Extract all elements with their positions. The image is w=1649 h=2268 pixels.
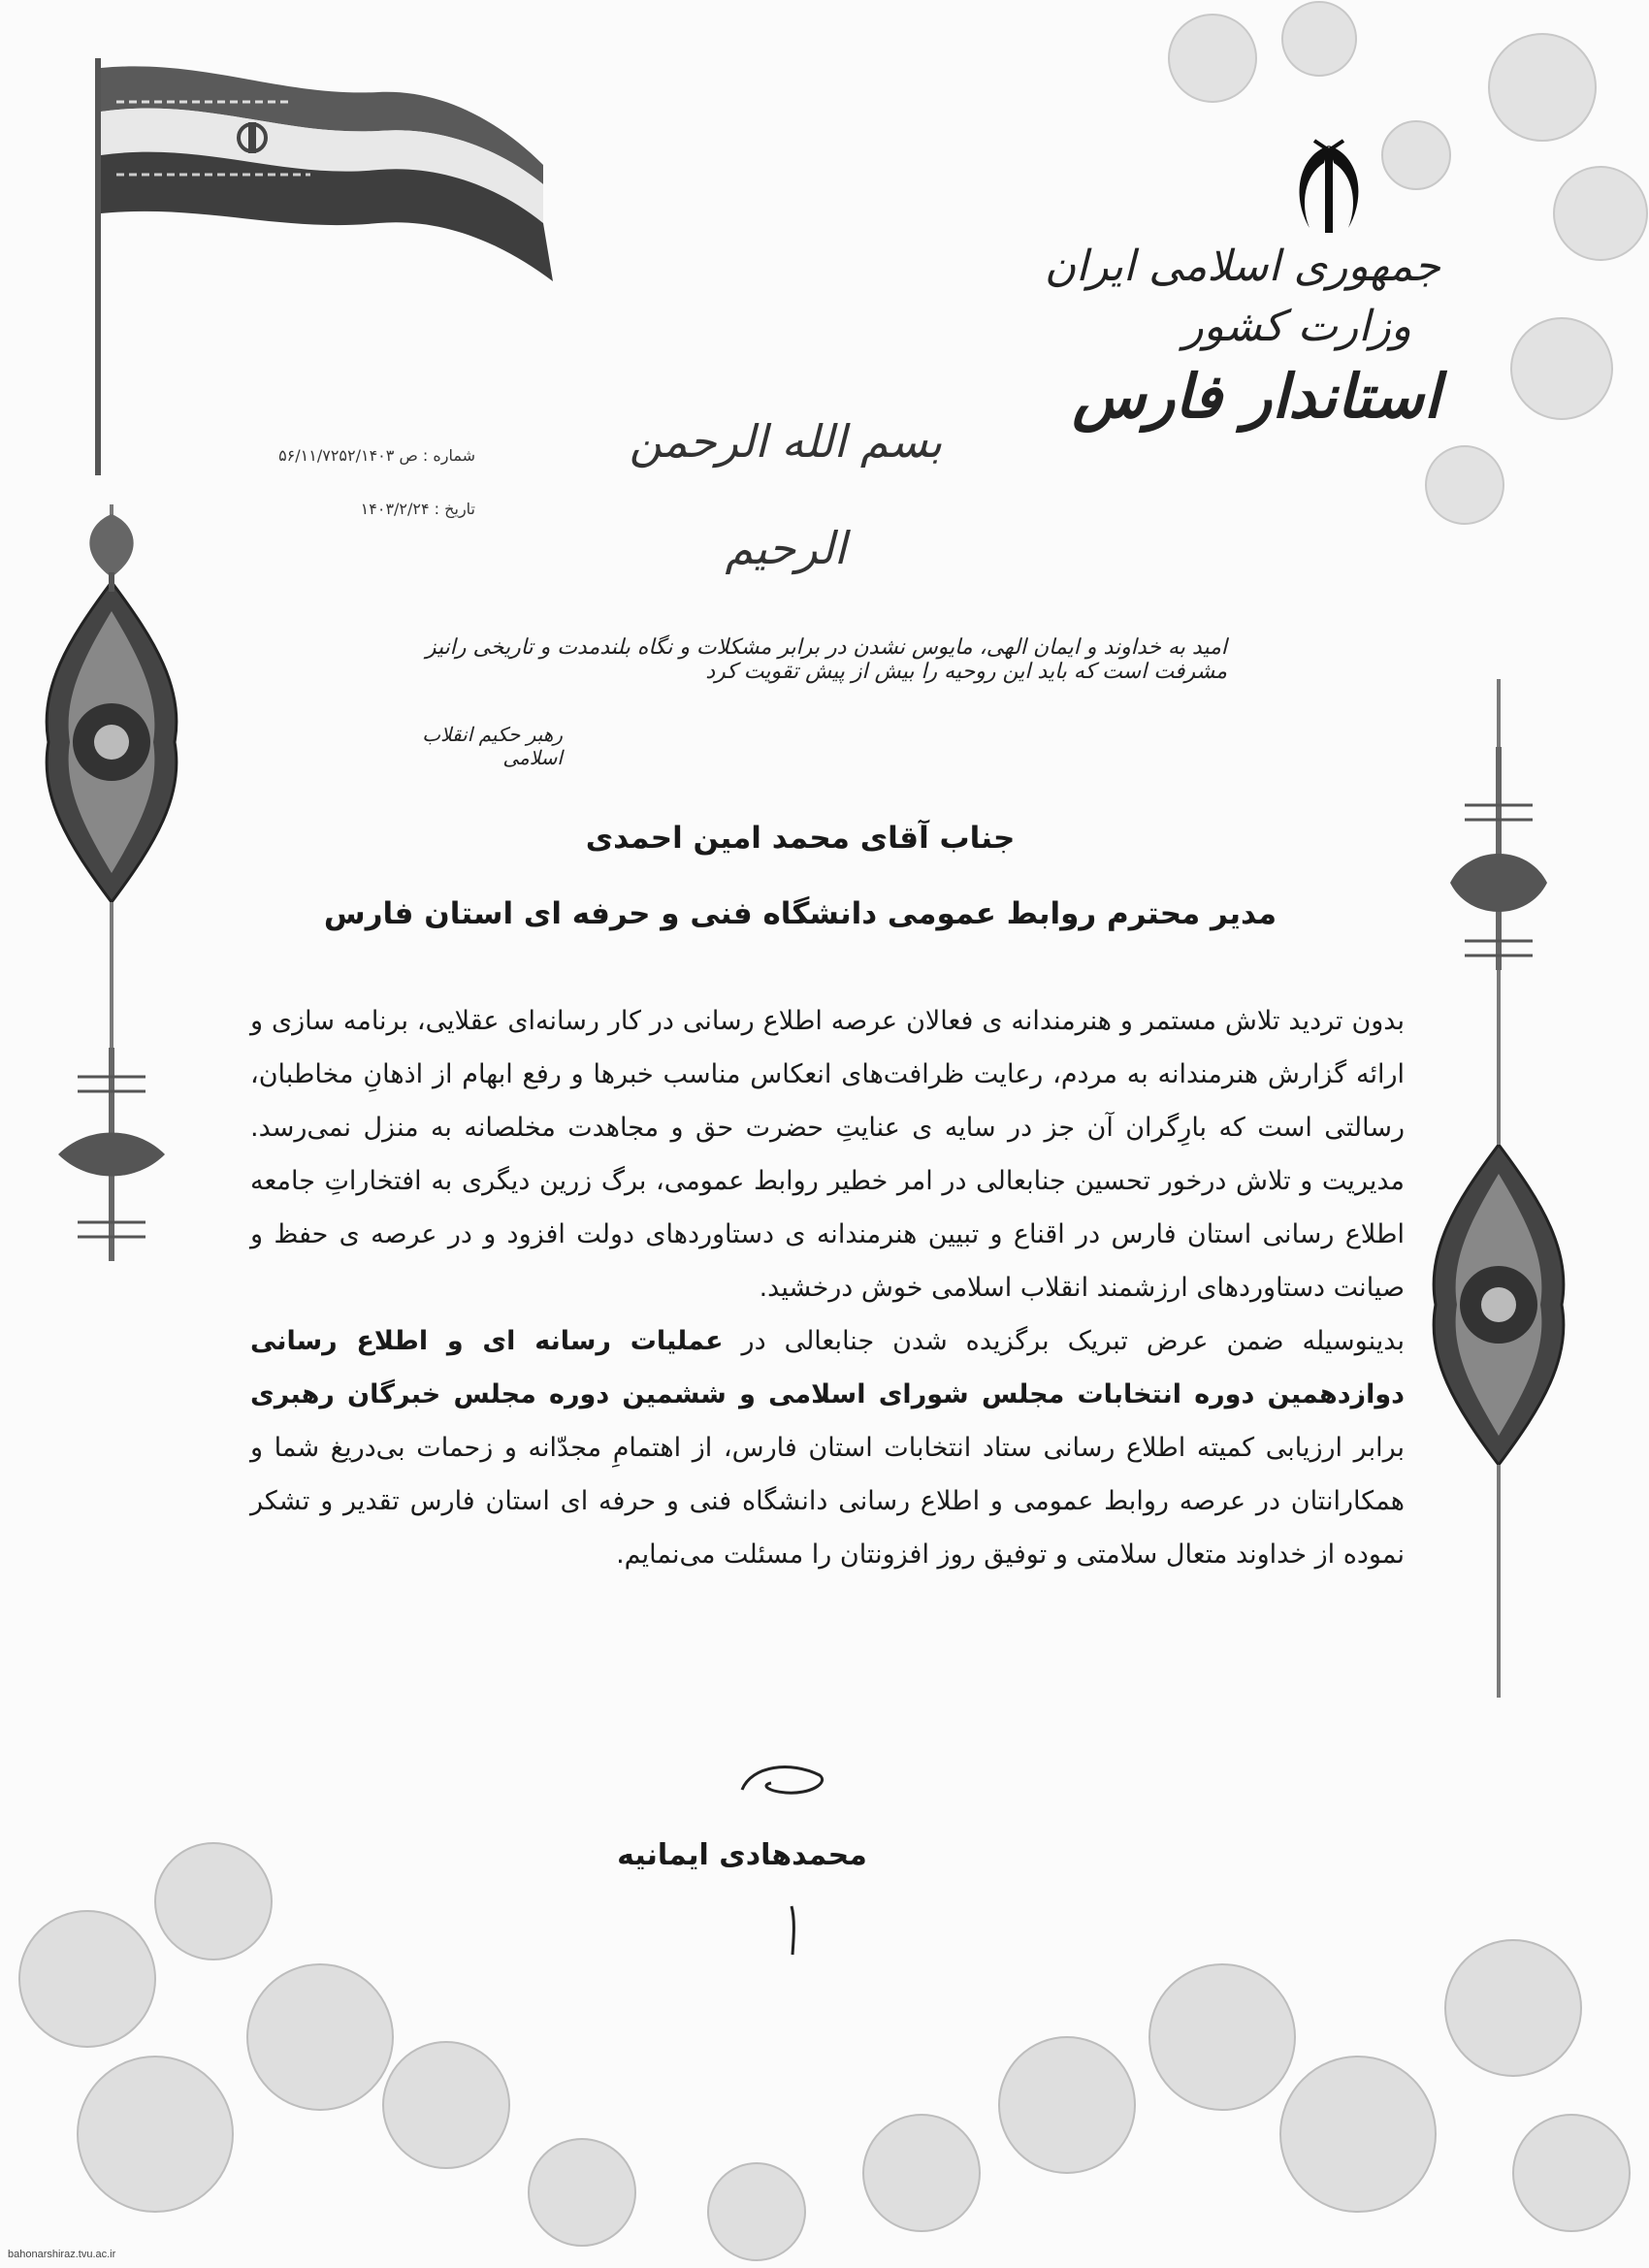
recipient-title: مدیر محترم روابط عمومی دانشگاه فنی و حرفه ای استان فارس — [323, 896, 1277, 931]
website-watermark: bahonarshiraz.tvu.ac.ir — [8, 2249, 116, 2260]
letter-body — [250, 994, 1405, 1581]
left-lower-ornament-icon — [39, 1048, 184, 1261]
quote-author: رهبر حکیم انقلاب اسلامی — [422, 723, 563, 769]
body-paragraph-2 — [250, 1314, 1405, 1581]
left-floral-icon — [58, 504, 165, 592]
basmala: بسم الله الرحمن الرحیم — [629, 415, 943, 574]
right-upper-ornament-icon — [1431, 747, 1567, 970]
letter-date: تاریخ : ۱۴۰۳/۲/۲۴ — [360, 500, 475, 518]
recipient-name: جناب آقای محمد امین احمدی — [585, 821, 1016, 856]
signer-name: محمدهادی ایمانیه — [617, 1838, 867, 1872]
leader-quote: امید به خداوند و ایمان الهی، مایوس نشدن در برابر مشکلات و نگاه بلندمدت و تاریخی رانیز مشرفت است که باید این روحیه را بیش از پیش تقویت کرد — [425, 635, 1227, 684]
left-medallion-icon — [39, 582, 184, 902]
country-name: جمهوری اسلامی ایران — [1044, 242, 1440, 291]
right-medallion-icon — [1426, 1145, 1571, 1465]
iran-flag-icon — [87, 58, 572, 475]
body-p2-bold: عملیات رسانه ای و اطلاع رسانی دوازدهمین دوره انتخابات مجلس شورای اسلامی و ششمین دوره مجلس خبرگان رهبری — [250, 1326, 1405, 1409]
recipient-block — [291, 815, 1310, 945]
ministry-name: وزارت کشور — [1182, 302, 1411, 351]
letter-meta — [223, 446, 475, 553]
top-right-flowers-icon — [1096, 0, 1649, 543]
body-paragraph-1: بدون تردید تلاش مستمر و هنرمندانه ی فعالان عرصه اطلاع رسانی در کار رسانه‌ای عقلایی، برنامه سازی و ارائه گزارش هنرمندانه به مردم، رعایت ظرافت‌های انعکاس مناسب خبرها و رفع ابهام از اذهانِ مخاطبان، رسالتی است که بارِگران آن جز در سایه ی عنایتِ حضرت حق و مجاهدت مخلصانه به منزل نمی‌رسد. مدیریت و تلاش درخور تحسین جنابعالی در امر خطیر روابط عمومی، برگ زرین دیگری به افتخاراتِ جامعه اطلاع رسانی استان فارس در اقناع و تبیین هنرمندانه ی دستاوردهای دولت افزود و در عرصه ی حفظ و صیانت دستاوردهای ارزشمند انقلاب اسلامی خوش درخشید. — [250, 1006, 1405, 1303]
office-name: استاندار فارس — [1072, 361, 1440, 432]
bottom-flowers-icon — [0, 1785, 1649, 2268]
body-p2-end: برابر ارزیابی کمیته اطلاع رسانی ستاد انتخابات استان فارس، از اهتمامِ مجدّانه و زحمات بی‌دریغ شما و همکارانتان در عرصه روابط عمومی و اطلاع رسانی دانشگاه فنی و حرفه ای استان فارس تقدیر و تشکر نموده از خداوند متعال سلامتی و توفیق روز افزونتان را مسئلت می‌نمایم. — [250, 1433, 1405, 1570]
letter-number: شماره : ص ۵۶/۱۱/۷۲۵۲/۱۴۰۳ — [278, 446, 475, 465]
body-p2-start: بدینوسیله ضمن عرض تبریک برگزیده شدن جنابعالی در — [723, 1326, 1405, 1356]
